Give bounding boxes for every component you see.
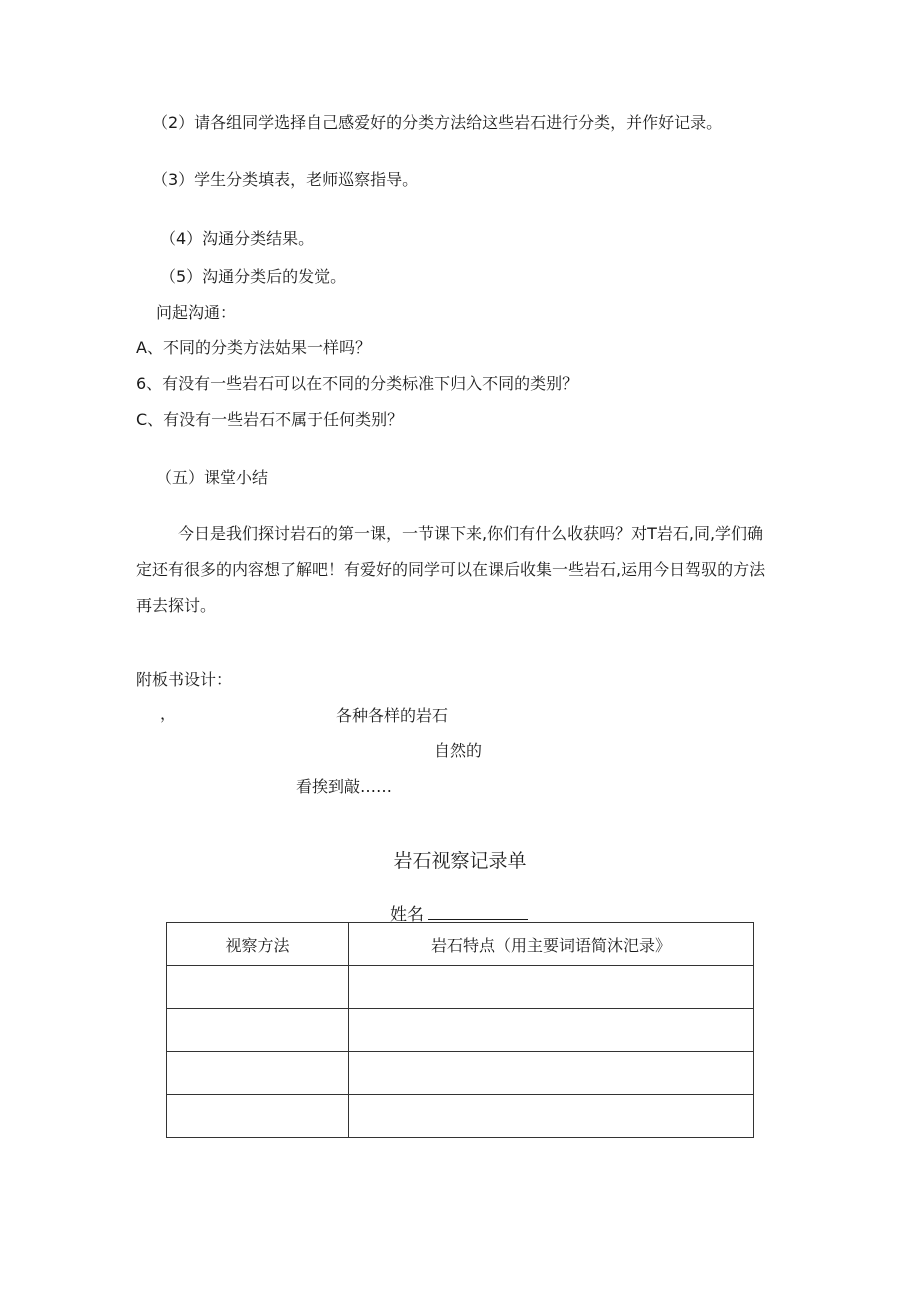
name-blank	[428, 903, 528, 920]
question-b: 6、有没有一些岩石可以在不同的分类标准下归入不同的类别？	[136, 374, 579, 393]
board-mark: ，	[160, 704, 177, 723]
question-a: A、不同的分类方法姑果一样吗？	[136, 338, 371, 357]
board-line-3: 看挨到敲……	[296, 777, 393, 796]
step-5: （5）沟通分类后的发觉。	[160, 267, 347, 286]
summary-paragraph	[136, 516, 776, 624]
table-cell	[349, 966, 754, 1009]
record-sheet-title: 岩石视察记录单	[393, 850, 527, 872]
column-header-method: 视察方法	[167, 923, 349, 966]
summary-text: 今日是我们探讨岩石的第一课，一节课下来,你们有什么收获吗？对T岩石,同,学们确定还有很多的内容想了解吧！有爱好的同学可以在课后收集一些岩石,运用今日驾驭的方法再去探讨。	[136, 524, 766, 615]
name-label: 姓名	[390, 905, 424, 925]
table-header-row	[167, 923, 754, 966]
table-row	[167, 1095, 754, 1138]
table-cell	[349, 1009, 754, 1052]
table-cell	[167, 1009, 349, 1052]
table-cell	[167, 966, 349, 1009]
record-table	[166, 922, 754, 1138]
table-row	[167, 1052, 754, 1095]
table-cell	[349, 1052, 754, 1095]
table-row	[167, 966, 754, 1009]
step-4: （4）沟通分类结果。	[160, 229, 315, 248]
table-row	[167, 1009, 754, 1052]
step-2: （2）请各组同学选择自己感爱好的分类方法给这些岩石进行分类，并作好记录。	[152, 113, 723, 132]
board-title: 各种各样的岩石	[336, 706, 449, 725]
table-cell	[167, 1095, 349, 1138]
board-line-2: 自然的	[434, 741, 483, 760]
step-3: （3）学生分类填表，老师巡察指导。	[152, 170, 419, 189]
board-heading: 附板书设计：	[136, 670, 233, 689]
table-cell	[167, 1052, 349, 1095]
column-header-features: 岩石特点（用主要词语简沐汜录》	[349, 923, 754, 966]
question-c: C、有没有一些岩石不属于任何类别？	[136, 410, 404, 429]
discussion-heading: 问起沟通：	[156, 303, 237, 322]
table-cell	[349, 1095, 754, 1138]
summary-heading: （五）课堂小结	[156, 468, 269, 487]
